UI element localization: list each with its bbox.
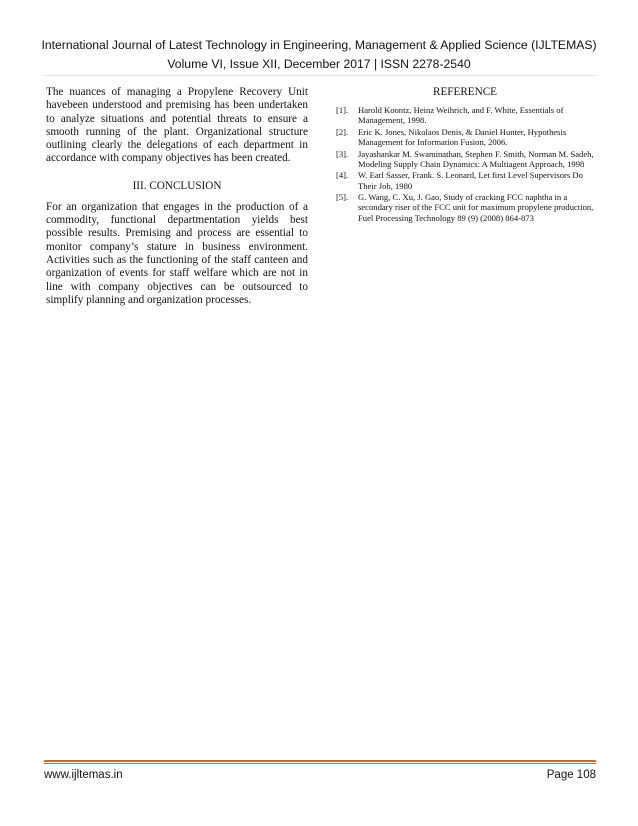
page-number: Page 108 [546, 769, 596, 781]
footer-rule-thin [44, 763, 596, 764]
conclusion-heading: III. CONCLUSION [132, 179, 222, 192]
reference-number: [5]. [336, 192, 349, 203]
reference-number: [1]. [336, 105, 349, 115]
website-link[interactable]: www.ijltemas.in [44, 769, 123, 781]
page-footer [44, 768, 596, 782]
reference-item [336, 192, 594, 223]
reference-item [336, 149, 594, 170]
reference-number: [4]. [336, 170, 349, 181]
reference-text: Harold Koontz, Heinz Weihrich, and F. White, Essentials of Management, 1998. [358, 105, 564, 126]
journal-volume-issue: Volume VI, Issue XII, December 2017 | ISSN 2278-2540 [167, 57, 471, 71]
body-paragraph-1: The nuances of managing a Propylene Recovery Unit havebeen understood and premising has been undertaken to analyze situations and potential threats to ensure a smooth running of the plant. Organizational structure outlining clearly the delegations of each department in accordance with company objectives has been created. [46, 86, 308, 165]
reference-text: Eric K. Jones, Nikolaos Denis, & Daniel Hunter, Hypothesis Management for Information Fusion, 2006. [358, 126, 567, 148]
reference-heading: REFERENCE [432, 86, 498, 98]
footer-rule-thick [44, 760, 596, 762]
journal-header [0, 36, 638, 74]
right-column [336, 86, 594, 224]
conclusion-paragraph: For an organization that engages in the production of a commodity, functional departmentation yields best possible results. Premising and process are essential to monitor company’s stature in business environment. Activities such as the functioning of the staff canteen and organization of events for staff welfare which are not in line with company objectives can be outsourced to simplify planning and organization processes. [46, 200, 308, 306]
header-divider [44, 75, 596, 76]
journal-title: International Journal of Latest Technology in Engineering, Management & Applied Science (IJLTEMAS) [41, 38, 597, 52]
reference-number: [2]. [336, 126, 349, 137]
reference-item [336, 127, 594, 148]
left-column [46, 86, 308, 307]
reference-item [336, 170, 594, 191]
reference-text: W. Earl Sasser, Frank. S. Leonard, Let first Level Supervisors Do Their Job, 1980 [358, 170, 583, 191]
reference-list [336, 105, 594, 223]
reference-item [336, 105, 594, 126]
reference-text: Jayashankar M. Swaminathan, Stephen F. Smith, Norman M. Sadeh, Modeling Supply Chain Dynamics: A Multiagent Approach, 1998 [358, 148, 594, 169]
reference-text: G. Wang, C. Xu, J. Gao, Study of cracking FCC naphtha in a secondary riser of the FCC unit for maximum propylene production, Fuel Processing Technology 89 (9) (2008) 864-873 [358, 192, 594, 223]
reference-number: [3]. [336, 148, 349, 159]
